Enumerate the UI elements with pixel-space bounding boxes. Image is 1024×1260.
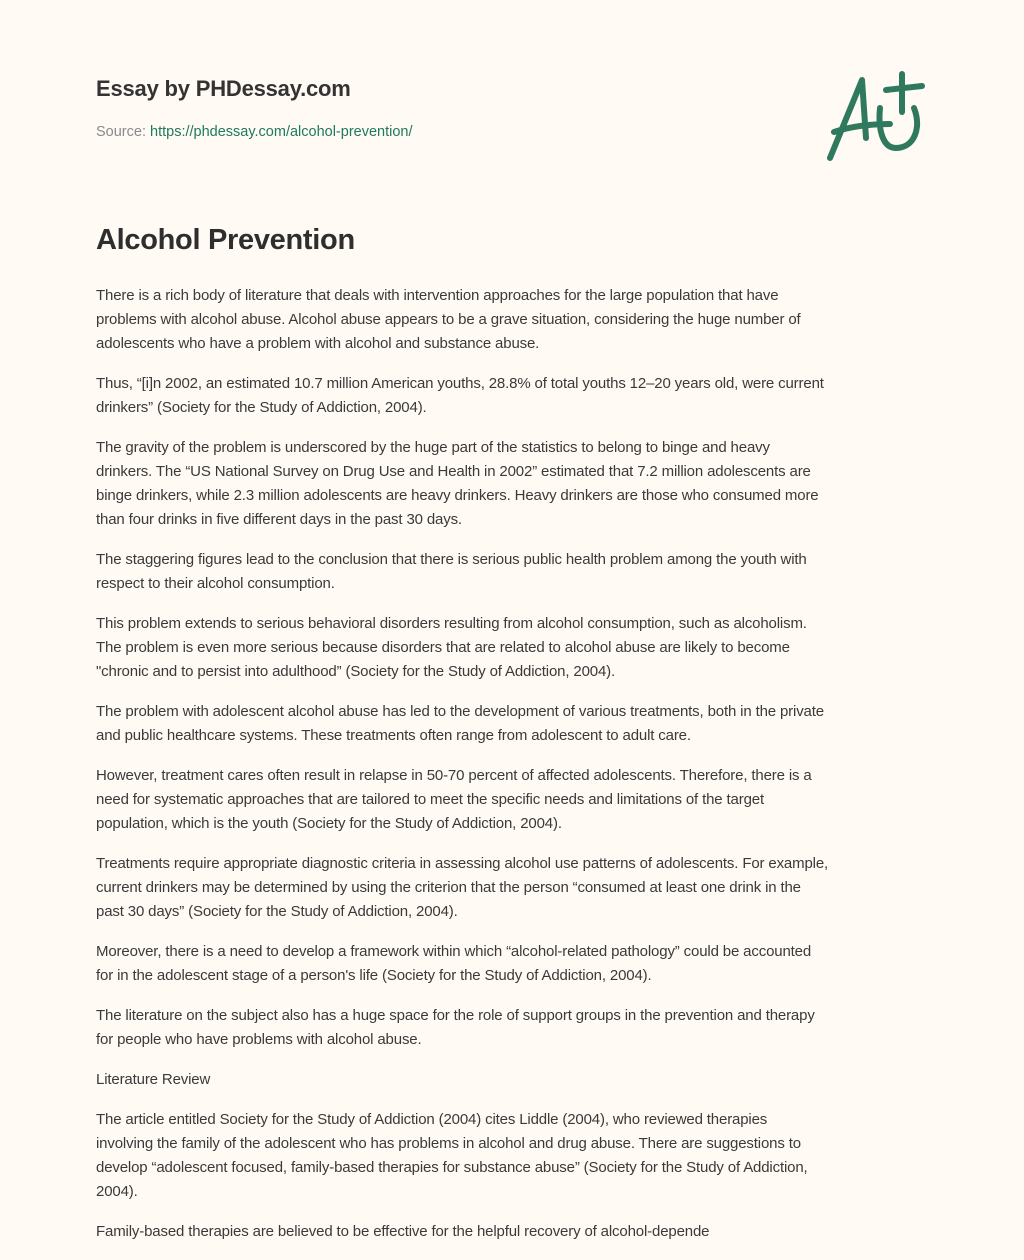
text-line: past 30 days” (Society for the Study of Addiction, 2004). bbox=[96, 903, 458, 920]
paragraph bbox=[96, 436, 936, 532]
text-line: The gravity of the problem is underscored by the huge part of the statistics to belong to binge and heavy bbox=[96, 439, 770, 456]
paragraph bbox=[96, 284, 936, 356]
text-line: develop “adolescent focused, family-based therapies for substance abuse” (Society for the Study of Addiction, bbox=[96, 1159, 808, 1176]
text-line: This problem extends to serious behavioral disorders resulting from alcohol consumption, such as alcoholism. bbox=[96, 615, 807, 632]
text-line: The article entitled Society for the Study of Addiction (2004) cites Liddle (2004), who reviewed therapies bbox=[96, 1111, 768, 1128]
section-heading bbox=[96, 1068, 936, 1092]
paragraph bbox=[96, 1004, 936, 1052]
text-line: Moreover, there is a need to develop a framework within which “alcohol-related pathology” could be accounted bbox=[96, 943, 812, 960]
paragraph bbox=[96, 700, 936, 748]
text-line: need for systematic approaches that are tailored to meet the specific needs and limitations of the target bbox=[96, 791, 764, 808]
a-plus-logo-icon bbox=[822, 68, 926, 164]
source-link[interactable]: https://phdessay.com/alcohol-prevention/ bbox=[150, 124, 413, 140]
text-line: problems with alcohol abuse. Alcohol abuse appears to be a grave situation, considering the huge number of bbox=[96, 311, 801, 328]
paragraph bbox=[96, 764, 936, 836]
paragraph bbox=[96, 372, 936, 420]
text-line: than four drinks in five different days in the past 30 days. bbox=[96, 511, 462, 528]
text-line: The literature on the subject also has a huge space for the role of support groups in the prevention and therapy bbox=[96, 1007, 815, 1024]
paragraph bbox=[96, 548, 936, 596]
essay-title: Alcohol Prevention bbox=[96, 224, 355, 256]
text-line: drinkers. The “US National Survey on Drug Use and Health in 2002” estimated that 7.2 million adolescents are bbox=[96, 463, 811, 480]
paragraph bbox=[96, 1108, 936, 1204]
text-line: for in the adolescent stage of a person's life (Society for the Study of Addiction, 2004). bbox=[96, 967, 652, 984]
text-line: Family-based therapies are believed to be effective for the helpful recovery of alcohol-depende bbox=[96, 1223, 710, 1240]
text-line: binge drinkers, while 2.3 million adolescents are heavy drinkers. Heavy drinkers are those who consumed more bbox=[96, 487, 819, 504]
source-line bbox=[96, 124, 413, 140]
text-line: adolescents who have a problem with alcohol and substance abuse. bbox=[96, 335, 540, 352]
paragraph bbox=[96, 940, 936, 988]
text-line: respect to their alcohol consumption. bbox=[96, 575, 335, 592]
text-line: drinkers” (Society for the Study of Addiction, 2004). bbox=[96, 399, 427, 416]
text-line: Literature Review bbox=[96, 1071, 211, 1088]
text-line: The problem with adolescent alcohol abuse has led to the development of various treatments, both in the private bbox=[96, 703, 824, 720]
text-line: current drinkers may be determined by using the criterion that the person “consumed at least one drink in the bbox=[96, 879, 801, 896]
text-line: 2004). bbox=[96, 1183, 138, 1200]
text-line: "chronic and to persist into adulthood” (Society for the Study of Addiction, 2004). bbox=[96, 663, 616, 680]
text-line: Thus, “[i]n 2002, an estimated 10.7 million American youths, 28.8% of total youths 12–20 years old, were current bbox=[96, 375, 824, 392]
text-line: for people who have problems with alcohol abuse. bbox=[96, 1031, 422, 1048]
text-line: There is a rich body of literature that deals with intervention approaches for the large population that have bbox=[96, 287, 779, 304]
text-line: The problem is even more serious because disorders that are related to alcohol abuse are likely to become bbox=[96, 639, 790, 656]
text-line: Treatments require appropriate diagnostic criteria in assessing alcohol use patterns of adolescents. For example, bbox=[96, 855, 829, 872]
text-line: and public healthcare systems. These treatments often range from adolescent to adult care. bbox=[96, 727, 691, 744]
text-line: However, treatment cares often result in relapse in 50-70 percent of affected adolescents. Therefore, there is a bbox=[96, 767, 812, 784]
paragraph bbox=[96, 1220, 936, 1244]
text-line: involving the family of the adolescent who has problems in alcohol and drug abuse. There are suggestions to bbox=[96, 1135, 801, 1152]
paragraph bbox=[96, 852, 936, 924]
text-line: The staggering figures lead to the conclusion that there is serious public health problem among the youth with bbox=[96, 551, 807, 568]
site-title: Essay by PHDessay.com bbox=[96, 76, 351, 101]
paragraph bbox=[96, 612, 936, 684]
source-label: Source: bbox=[96, 124, 146, 140]
text-line: population, which is the youth (Society for the Study of Addiction, 2004). bbox=[96, 815, 562, 832]
essay-body bbox=[96, 284, 936, 1260]
